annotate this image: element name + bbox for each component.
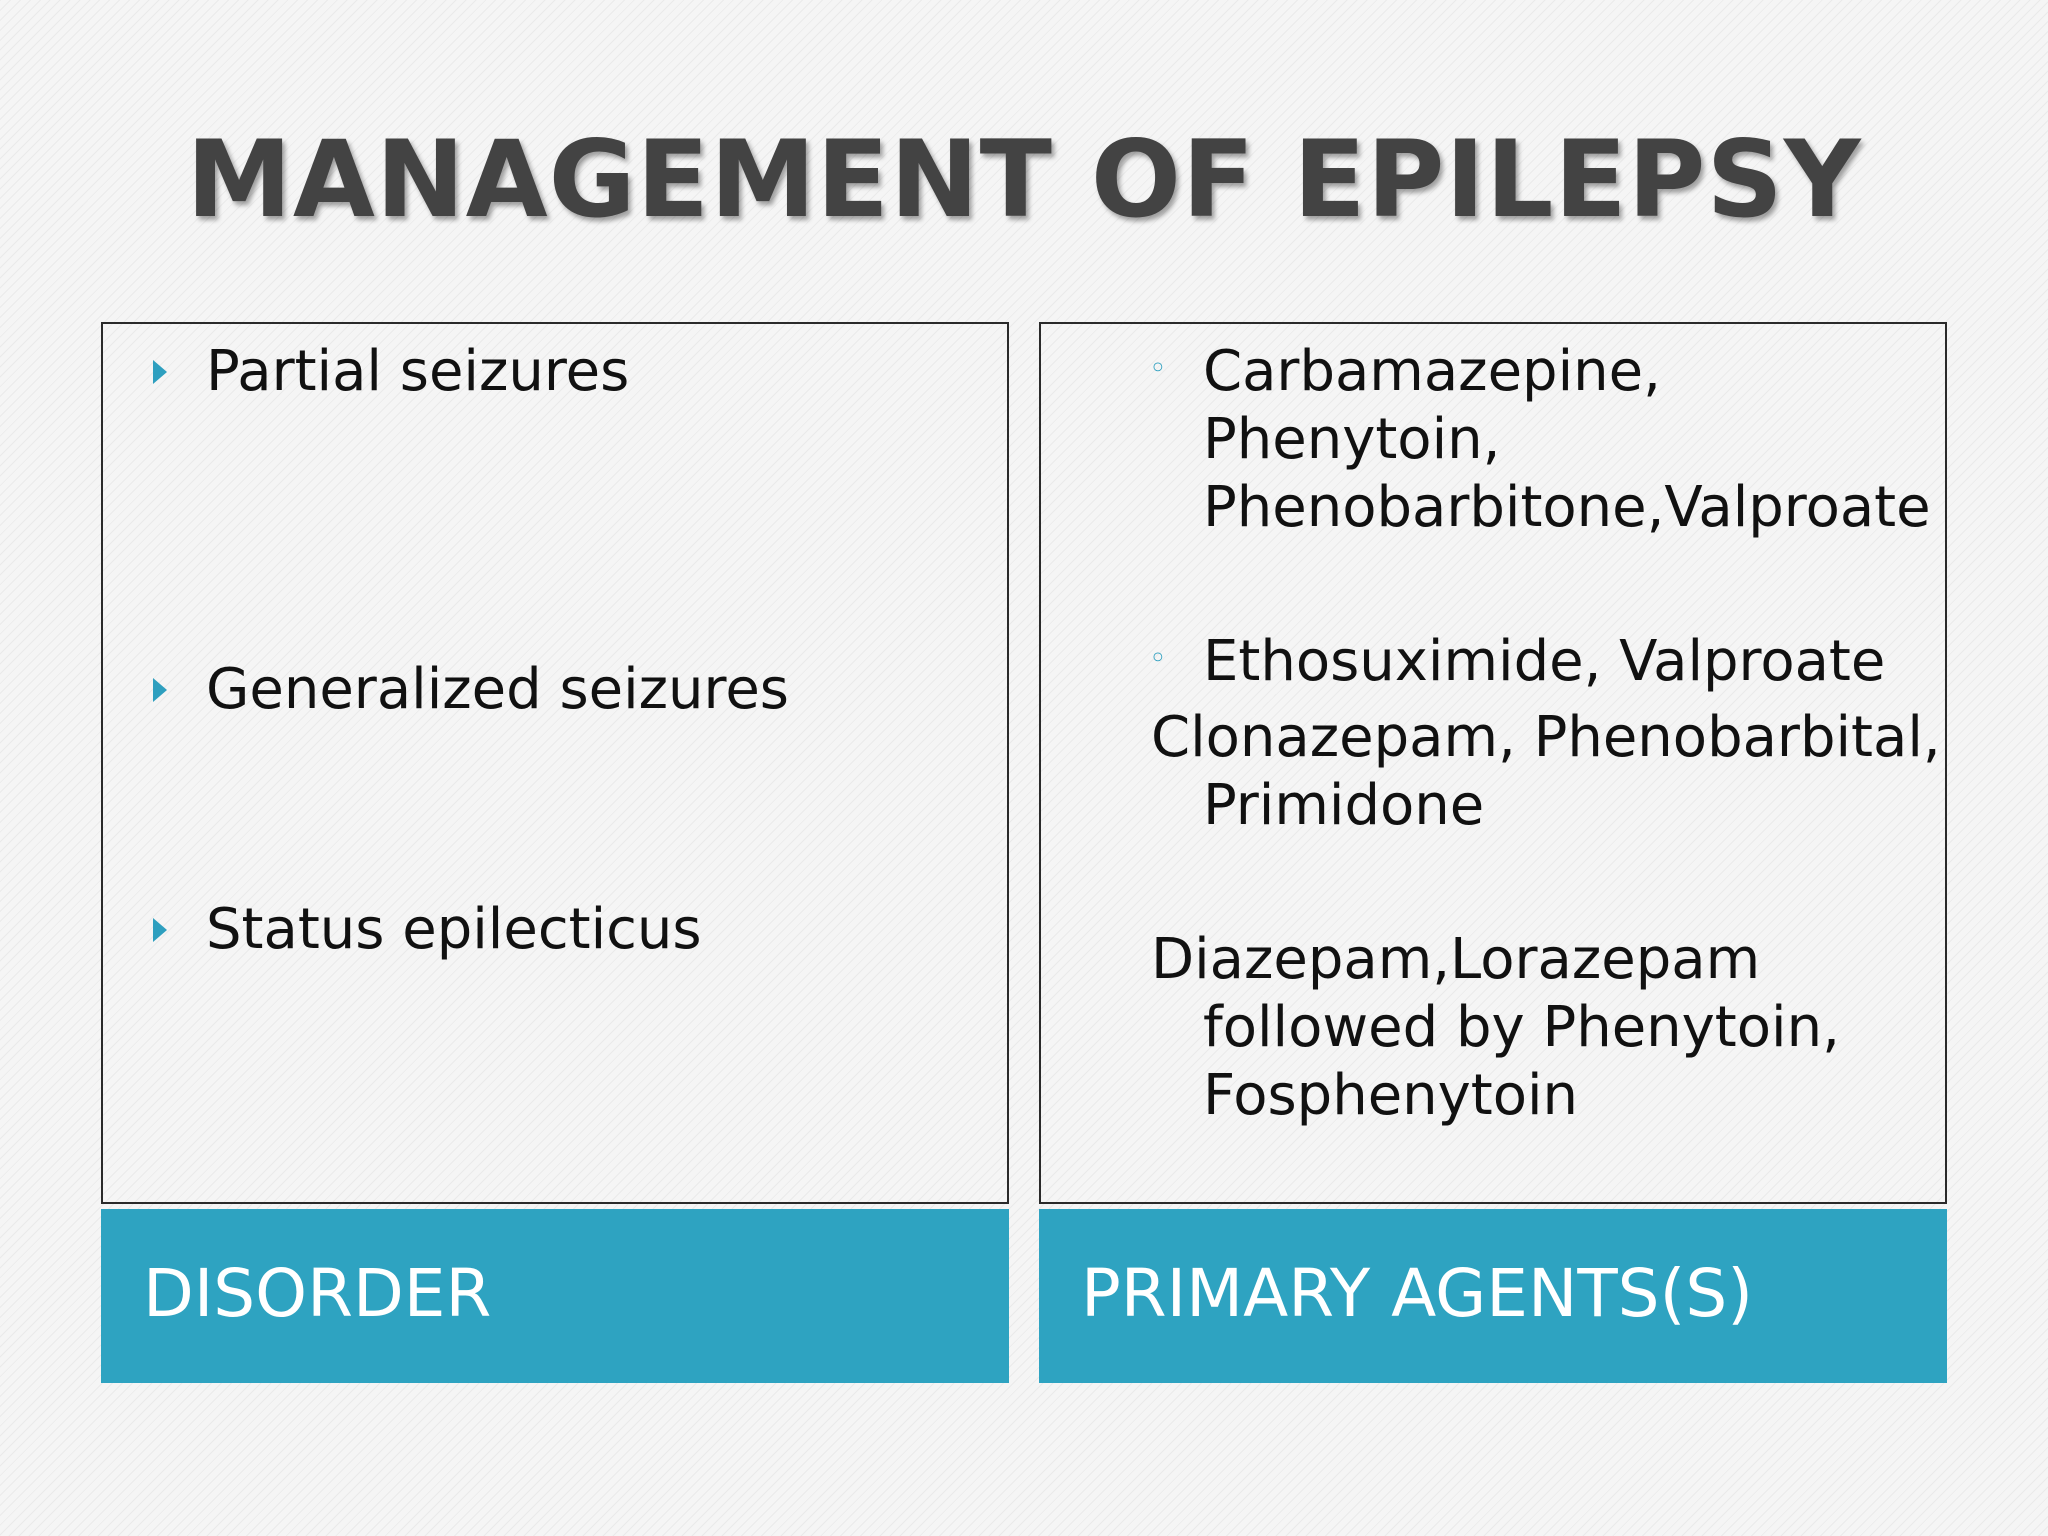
bullet-arrow-icon: [153, 918, 167, 942]
disorder-header-bar: [101, 1209, 1009, 1383]
agent-partial-line2: Phenytoin,: [1203, 407, 1501, 472]
disorder-item-partial: Partial seizures: [206, 339, 630, 404]
disorder-item-status: Status epilecticus: [206, 897, 702, 962]
disorder-content-box: [101, 322, 1009, 1204]
agents-header-label: PRIMARY AGENTS(S): [1081, 1255, 1753, 1332]
bullet-arrow-icon: [153, 678, 167, 702]
bullet-ring-icon: ◦: [1149, 351, 1167, 386]
bullet-ring-icon: ◦: [1149, 641, 1167, 676]
agents-header-bar: [1039, 1209, 1947, 1383]
disorder-header-label: DISORDER: [143, 1255, 492, 1332]
agent-status-line3: Fosphenytoin: [1203, 1063, 1579, 1128]
page-title: MANAGEMENT OF EPILEPSY: [186, 118, 1862, 241]
agent-status-line1: Diazepam,Lorazepam: [1151, 927, 1761, 992]
agent-partial-line3: Phenobarbitone,Valproate: [1203, 475, 1931, 540]
agent-generalized-line1: Ethosuximide, Valproate: [1203, 629, 1886, 694]
agent-generalized-line3: Primidone: [1203, 773, 1485, 838]
disorder-item-generalized: Generalized seizures: [206, 657, 789, 722]
agent-generalized-line2: Clonazepam, Phenobarbital,: [1151, 705, 1941, 770]
bullet-arrow-icon: [153, 360, 167, 384]
agent-status-line2: followed by Phenytoin,: [1203, 995, 1840, 1060]
agent-partial-line1: Carbamazepine,: [1203, 339, 1661, 404]
agents-content-box: [1039, 322, 1947, 1204]
